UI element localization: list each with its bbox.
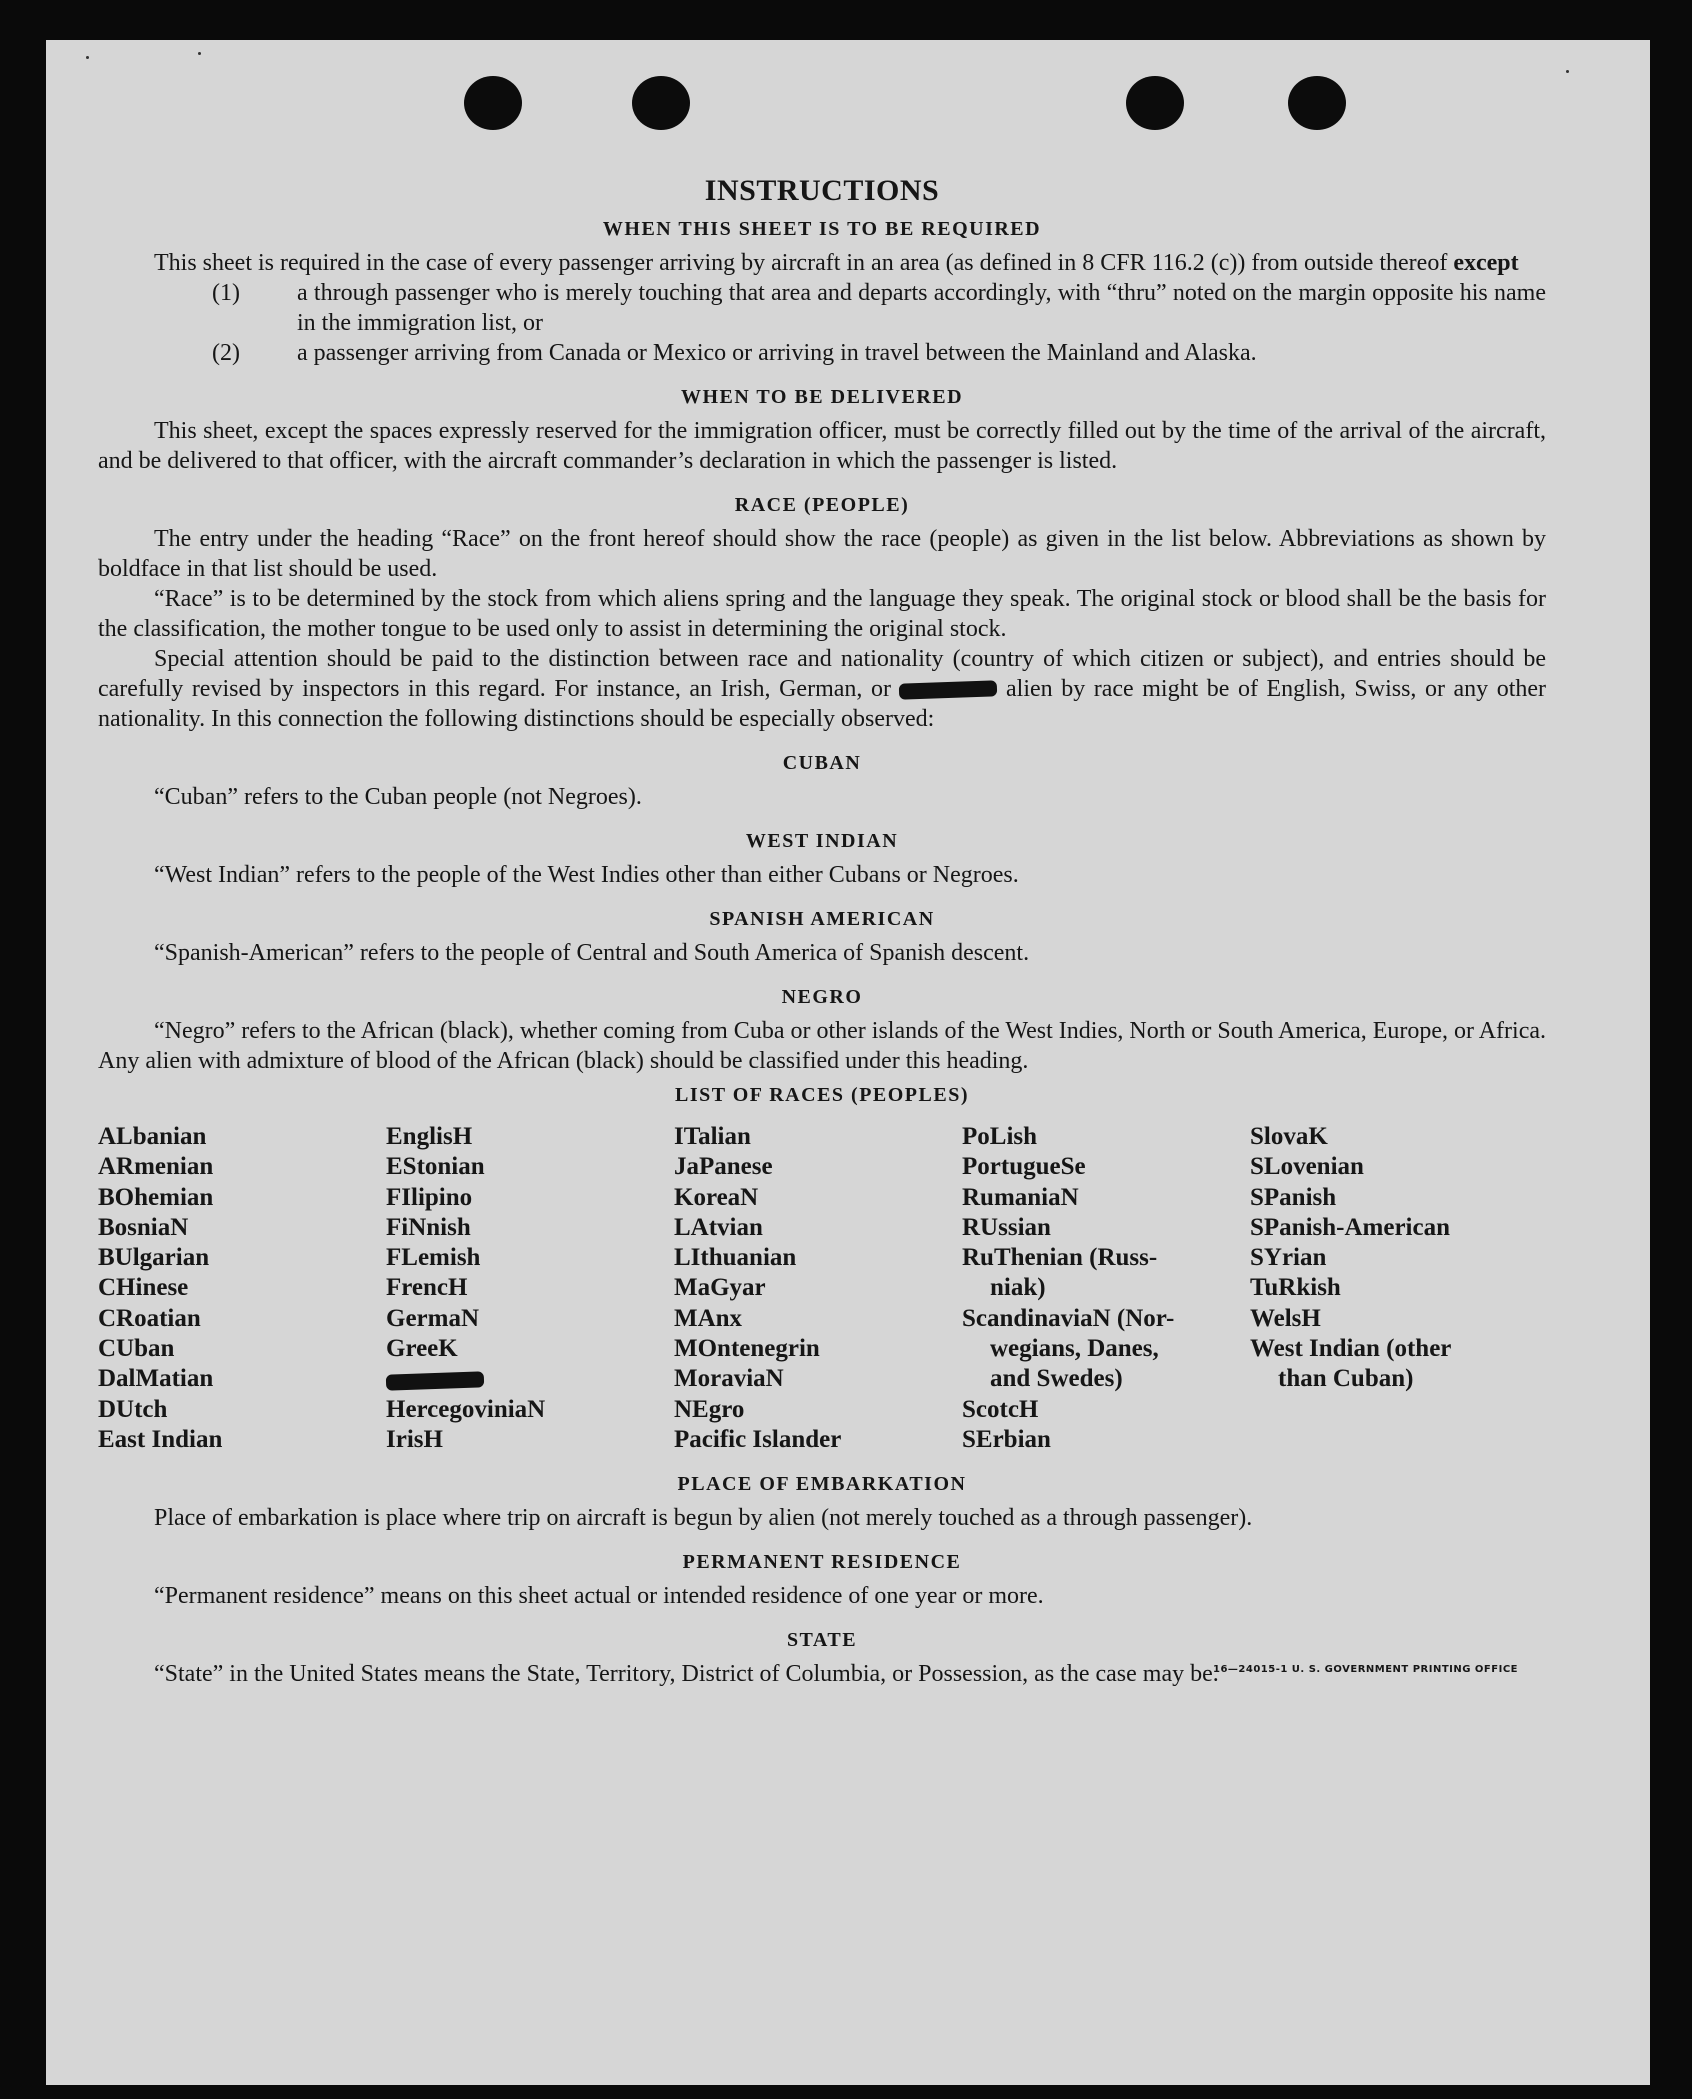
instructions-body bbox=[98, 176, 1546, 1689]
race-item: GreeK bbox=[386, 1335, 458, 1363]
race-item: BOhemian bbox=[98, 1183, 214, 1211]
redacted-race-item bbox=[386, 1364, 674, 1394]
delivered-paragraph: This sheet, except the spaces expressly reserved for the immigration officer, must be correctly filled out by the time of the arrival of the aircraft, and be delivered to that officer, with the aircraft commander’s declaration in which the passenger is listed. bbox=[98, 418, 1546, 474]
punch-hole bbox=[632, 76, 690, 130]
race-item: RuThenian (Russ- bbox=[962, 1244, 1158, 1272]
race-item: FLemish bbox=[386, 1244, 481, 1272]
state-block bbox=[98, 1659, 1546, 1689]
punch-hole bbox=[464, 76, 522, 130]
speck bbox=[1566, 70, 1569, 73]
race-item: ARmenian bbox=[98, 1153, 214, 1181]
cuban-paragraph: “Cuban” refers to the Cuban people (not Negroes). bbox=[154, 784, 642, 810]
race-item: JaPanese bbox=[674, 1153, 773, 1181]
race-item: FrencH bbox=[386, 1274, 468, 1302]
race-item: GermaN bbox=[386, 1304, 480, 1332]
race-item: SErbian bbox=[962, 1425, 1051, 1453]
race-item: KoreaN bbox=[674, 1183, 759, 1211]
negro-paragraph: “Negro” refers to the African (black), whether coming from Cuba or other islands of the West Indies, North or South America, Europe, or Africa. Any alien with admixture of blood of the African (black) should be classified under this heading. bbox=[98, 1018, 1546, 1074]
race-column-4 bbox=[962, 1122, 1250, 1455]
section-heading-spanish-american: SPANISH AMERICAN bbox=[709, 908, 935, 930]
race-item: WelsH bbox=[1250, 1304, 1321, 1332]
race-item: TuRkish bbox=[1250, 1274, 1341, 1302]
redaction-mark bbox=[899, 681, 997, 700]
race-item: SPanish bbox=[1250, 1183, 1337, 1211]
section-heading-residence: PERMANENT RESIDENCE bbox=[682, 1551, 962, 1574]
race-item: LAtvian bbox=[674, 1213, 763, 1241]
exception-item-2: (2) a passenger arriving from Canada or Mexico or arriving in travel between the Mainland and Alaska. bbox=[212, 340, 1257, 366]
race-item: EStonian bbox=[386, 1153, 485, 1181]
race-item: ScandinaviaN (Nor- bbox=[962, 1304, 1175, 1332]
race-item: East Indian bbox=[98, 1425, 223, 1453]
state-paragraph: “State” in the United States means the State, Territory, District of Columbia, or Possession, as the case may be. bbox=[154, 1661, 1219, 1688]
race-item: EnglisH bbox=[386, 1123, 473, 1150]
race-item: CRoatian bbox=[98, 1304, 201, 1332]
race-item: IrisH bbox=[386, 1425, 443, 1453]
race-item: Pacific Islander bbox=[674, 1425, 842, 1453]
race-item: ScotcH bbox=[962, 1395, 1039, 1423]
spanish-american-paragraph: “Spanish-American” refers to the people of Central and South America of Spanish descent. bbox=[154, 940, 1030, 966]
race-item: ALbanian bbox=[98, 1123, 207, 1150]
race-item: SPanish-American bbox=[1250, 1213, 1450, 1241]
race-item-continuation: and Swedes) bbox=[990, 1365, 1123, 1393]
exception-item-1: (1) a through passenger who is merely touching that area and departs accordingly, with “thru” noted on the margin opposite his name in the immigration list, or bbox=[212, 280, 1546, 336]
race-item: PoLish bbox=[962, 1123, 1038, 1150]
race-item-continuation: wegians, Danes, bbox=[990, 1335, 1159, 1363]
race-column-3 bbox=[674, 1122, 962, 1455]
race-item: LIthuanian bbox=[674, 1244, 797, 1272]
race-item: DalMatian bbox=[98, 1365, 214, 1393]
section-heading-state: STATE bbox=[786, 1629, 858, 1652]
document-page bbox=[46, 40, 1650, 2085]
embarkation-paragraph: Place of embarkation is place where trip on aircraft is begun by alien (not merely touched as a through passenger). bbox=[154, 1505, 1253, 1532]
race-item: ITalian bbox=[674, 1123, 751, 1150]
required-paragraph: This sheet is required in the case of every passenger arriving by aircraft in an area (as defined in 8 CFR 116.2 (c)) from outside thereof except bbox=[154, 250, 1519, 276]
race-item: RUssian bbox=[962, 1213, 1051, 1241]
race-item: BUlgarian bbox=[98, 1244, 210, 1272]
race-list bbox=[98, 1122, 1546, 1455]
punch-hole bbox=[1288, 76, 1346, 130]
speck bbox=[198, 52, 201, 55]
section-heading-west-indian: WEST INDIAN bbox=[745, 830, 899, 852]
residence-paragraph: “Permanent residence” means on this sheet actual or intended residence of one year or more. bbox=[154, 1583, 1044, 1610]
race-paragraph-3: Special attention should be paid to the distinction between race and nationality (country of which citizen or subject), and entries should be carefully revised by inspectors in this regard. For instance, an Irish, German, or alien by race might be of English, Swiss, or any other nationality. In this connection the following distinctions should be especially observed: bbox=[98, 646, 1547, 732]
race-item-continuation: than Cuban) bbox=[1278, 1365, 1414, 1393]
race-item: FIlipino bbox=[386, 1183, 473, 1211]
race-item: MOntenegrin bbox=[674, 1335, 820, 1363]
race-item: MAnx bbox=[674, 1304, 743, 1332]
race-item: MaGyar bbox=[674, 1274, 766, 1302]
section-heading-delivered: WHEN TO BE DELIVERED bbox=[680, 386, 964, 408]
race-item: CUban bbox=[98, 1335, 175, 1363]
page-title: INSTRUCTIONS bbox=[704, 174, 940, 207]
speck bbox=[86, 56, 89, 59]
punch-hole bbox=[1126, 76, 1184, 130]
race-item: PortugueSe bbox=[962, 1153, 1086, 1181]
race-item: SlovaK bbox=[1250, 1123, 1328, 1150]
section-heading-race: RACE (PEOPLE) bbox=[734, 494, 910, 516]
race-item-continuation: niak) bbox=[990, 1274, 1046, 1302]
redaction-mark bbox=[386, 1371, 484, 1390]
race-item: CHinese bbox=[98, 1274, 189, 1302]
race-item: RumaniaN bbox=[962, 1183, 1079, 1211]
section-heading-negro: NEGRO bbox=[781, 986, 863, 1008]
west-indian-paragraph: “West Indian” refers to the people of the West Indies other than either Cubans or Negroes. bbox=[154, 862, 1019, 888]
race-item: FiNnish bbox=[386, 1213, 471, 1241]
race-column-2 bbox=[386, 1122, 674, 1455]
section-heading-embarkation: PLACE OF EMBARKATION bbox=[677, 1473, 967, 1496]
race-column-1 bbox=[98, 1122, 386, 1455]
section-heading-list-of-races: LIST OF RACES (PEOPLES) bbox=[674, 1084, 969, 1106]
race-item: MoraviaN bbox=[674, 1365, 784, 1393]
race-item: SYrian bbox=[1250, 1244, 1327, 1272]
race-paragraph-1: The entry under the heading “Race” on the front hereof should show the race (people) as given in the list below. Abbreviations as shown by boldface in that list should be used. bbox=[98, 526, 1546, 582]
race-item: DUtch bbox=[98, 1395, 168, 1423]
print-code: 16—24015-1 U. S. GOVERNMENT PRINTING OFFICE bbox=[1213, 1664, 1518, 1676]
race-item: West Indian (other bbox=[1250, 1335, 1452, 1363]
race-item: HercegoviniaN bbox=[386, 1395, 546, 1423]
race-item: NEgro bbox=[674, 1395, 745, 1423]
race-column-5 bbox=[1250, 1122, 1538, 1455]
race-item: BosniaN bbox=[98, 1213, 189, 1241]
section-heading-cuban: CUBAN bbox=[782, 752, 862, 774]
race-item: SLovenian bbox=[1250, 1153, 1364, 1181]
race-paragraph-2: “Race” is to be determined by the stock from which aliens spring and the language they speak. The original stock or blood shall be the basis for the classification, the mother tongue to be used only to assist in determining the original stock. bbox=[98, 586, 1546, 642]
section-heading-required: WHEN THIS SHEET IS TO BE REQUIRED bbox=[602, 218, 1042, 240]
